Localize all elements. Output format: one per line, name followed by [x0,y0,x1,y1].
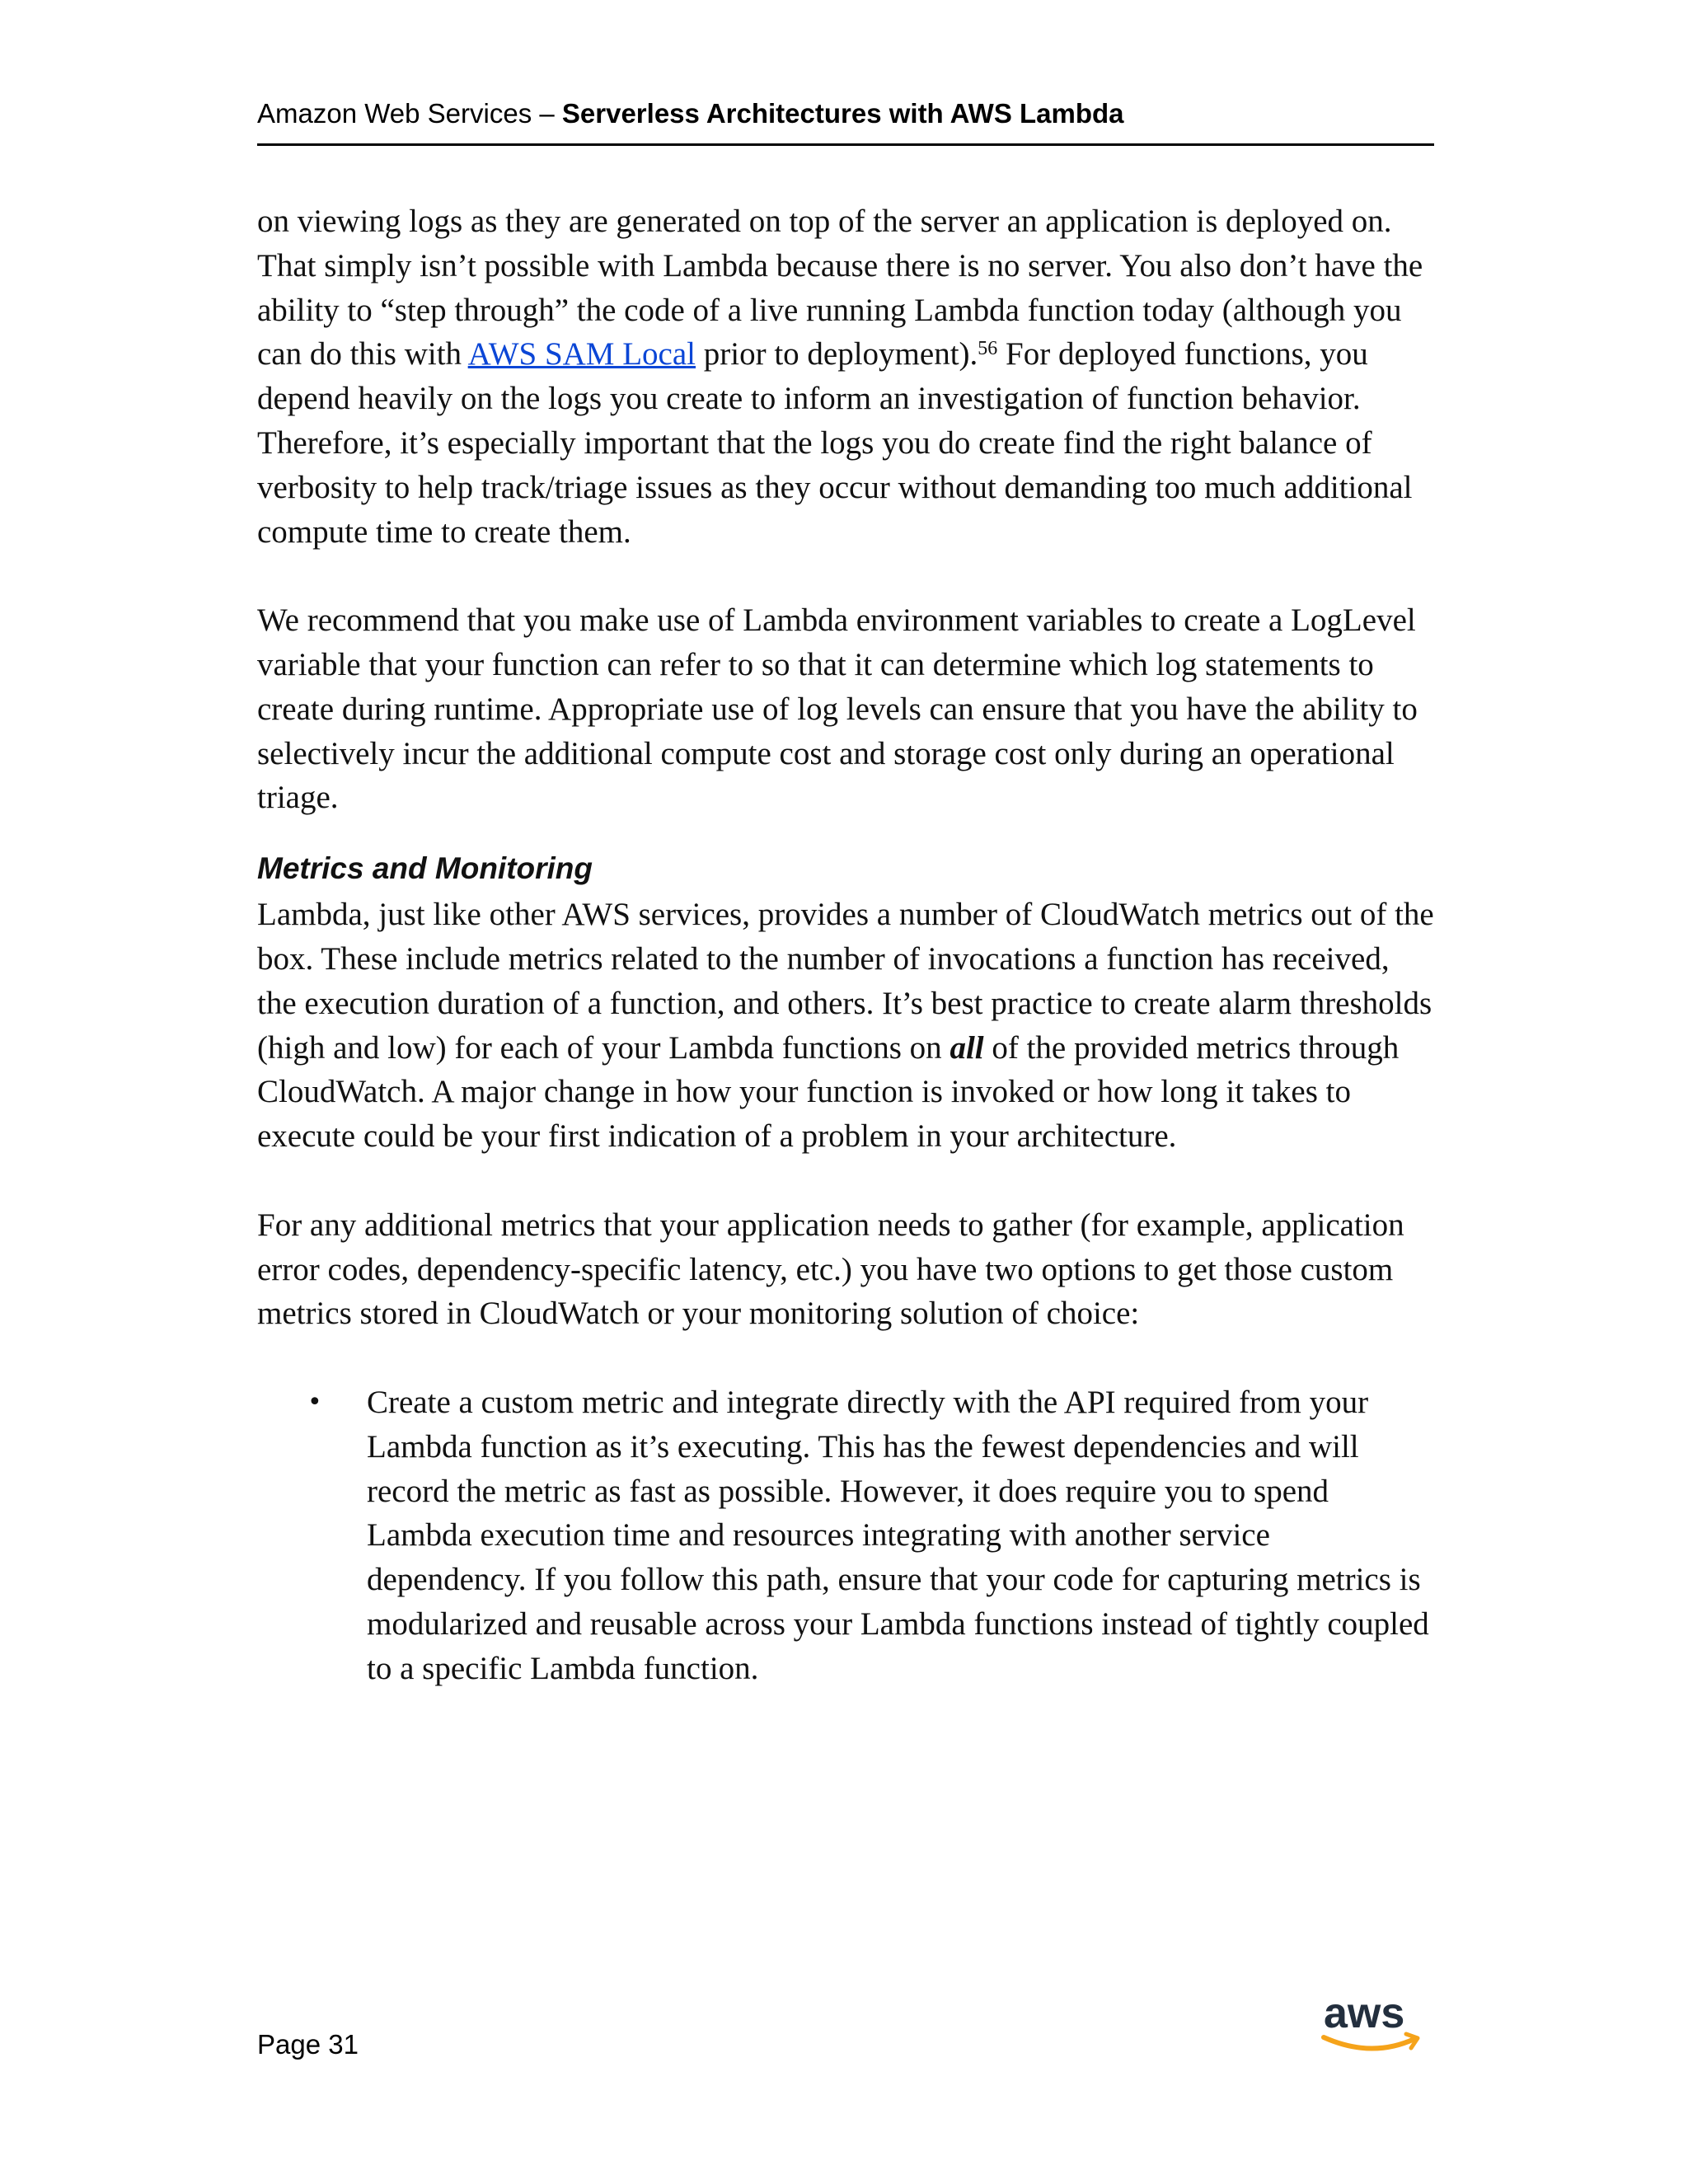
page-header [257,97,1434,146]
aws-sam-local-link[interactable]: AWS SAM Local [467,336,696,373]
aws-logo-icon [1320,1991,1428,2057]
paragraph-text: For deployed functions, you depend heavily on the logs you create to inform an investigation of function behavior. Therefore, it’s especially important that the logs you do create find the right balance of verbosity to help track/triage issues as they occur without demanding too much additional compute time to create them. [257,336,1413,550]
list-item-text: Create a custom metric and integrate directly with the API required from your Lambda function as it’s executing. This has the fewest dependencies and will record the metric as fast as possible. However, it does require you to spend Lambda execution time and resources integrating with another service dependency. If you follow this path, ensure that your code for capturing metrics is modularized and reusable across your Lambda functions instead of tightly coupled to a specific Lambda function. [367,1384,1429,1686]
list-item [307,1380,1436,1691]
section-heading: Metrics and Monitoring [257,851,593,886]
paragraph-text: prior to deployment). [696,336,978,373]
paragraph-metrics [257,893,1436,1159]
paragraph-text: Lambda, just like other AWS services, provides a number of CloudWatch metrics out of the box. These include metrics related to the number of invocations a function has received, the execution duration of a function, and others. It’s best practice to create alarm thresholds (high and low) for each of your Lambda functions on [257,897,1434,1066]
aws-logo-text: aws [1324,1991,1405,2037]
paragraph-text: of the provided metrics through CloudWatch. A major change in how your function is invoked or how long it takes to execute could be your first indication of a problem in your architecture. [257,1029,1400,1155]
paragraph-logging [257,199,1436,554]
paragraph-log-level: We recommend that you make use of Lambda environment variables to create a LogLevel variable that your function can refer to so that it can determine which log statements to create during runtime. Appropriate use of log levels can ensure that you have the ability to selectively incur the additional compute cost and storage cost only during an operational triage. [257,602,1418,816]
page-number: Page 31 [257,2029,359,2060]
document-body [257,199,1436,1691]
header-prefix: Amazon Web Services – [257,98,562,129]
footnote-marker: 56 [978,338,998,360]
options-list [257,1380,1436,1691]
aws-smile-icon [1324,2037,1414,2049]
emphasis-all: all [950,1029,984,1066]
paragraph-custom-metrics: For any additional metrics that your application needs to gather (for example, application error codes, dependency-specific latency, etc.) you have two options to get those custom metrics stored in CloudWatch or your monitoring solution of choice: [257,1207,1404,1332]
paragraph-text: on viewing logs as they are generated on top of the server an application is deployed on. That simply isn’t possible with Lambda because there is no server. You also don’t have the ability to “step through” the code of a live running Lambda function today (although you can do this with [257,204,1423,373]
header-title: Serverless Architectures with AWS Lambda [561,98,1124,129]
bullet-icon: • [307,1387,322,1417]
header-text [257,97,1124,130]
